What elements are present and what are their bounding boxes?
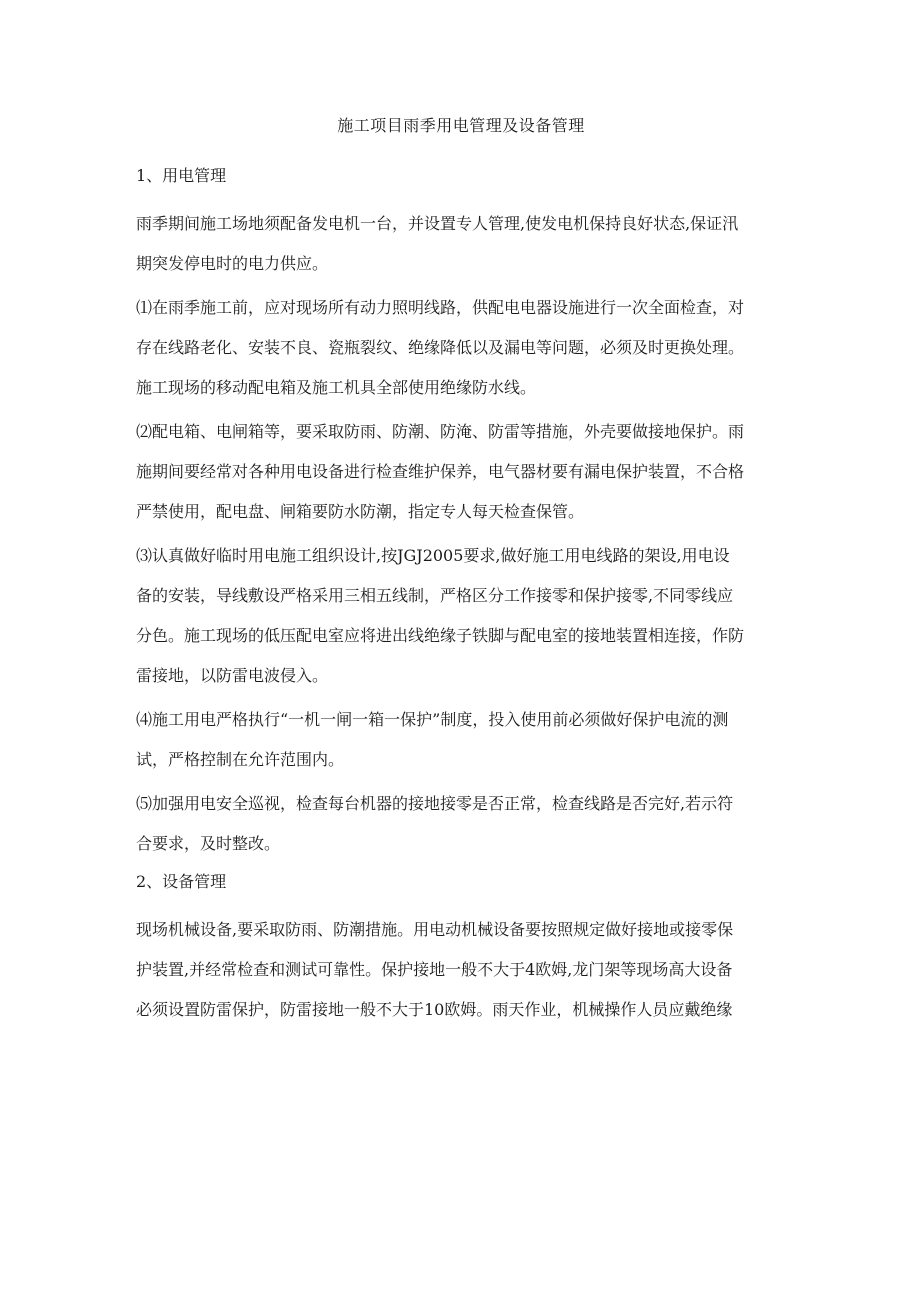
paragraph-line: ⑵配电箱、电闸箱等，要采取防雨、防潮、防淹、防雷等措施，外壳要做接地保护。雨 — [136, 422, 745, 441]
paragraph-line: 雨季期间施工场地须配备发电机一台，并设置专人管理,使发电机保持良好状态,保证汛 — [136, 214, 739, 233]
item-2-paragraph — [136, 412, 786, 532]
paragraph-line: 存在线路老化、安装不良、瓷瓶裂纹、绝缘降低以及漏电等问题，必须及时更换处理。 — [136, 338, 745, 357]
paragraph-line: ⑶认真做好临时用电施工组织设计,按JGJ2005要求,做好施工用电线路的架设,用电设 — [136, 546, 730, 565]
paragraph-line: 严禁使用，配电盘、闸箱要防水防潮，指定专人每天检查保管。 — [136, 502, 585, 521]
section-1-intro-paragraph — [136, 204, 786, 284]
document-title: 施工项目雨季用电管理及设备管理 — [337, 116, 585, 135]
item-5-paragraph — [136, 784, 786, 864]
paragraph-line: 雷接地，以防雷电波侵入。 — [136, 666, 329, 685]
paragraph-line: 施期间要经常对各种用电设备进行检查维护保养，电气器材要有漏电保护装置，不合格 — [136, 462, 745, 481]
paragraph-line: ⑷施工用电严格执行“一机一闸一箱一保护”制度，投入使用前必须做好保护电流的测 — [136, 710, 729, 729]
section-2-heading: 2、设备管理 — [136, 872, 227, 891]
document-page — [136, 112, 786, 1034]
section-1-heading: 1、用电管理 — [136, 166, 227, 185]
section-2-body-paragraph — [136, 910, 786, 1030]
paragraph-line: 现场机械设备,要采取防雨、防潮措施。用电动机械设备要按照规定做好接地或接零保 — [136, 920, 734, 939]
paragraph-line: 期突发停电时的电力供应。 — [136, 254, 329, 273]
item-1-paragraph — [136, 288, 786, 408]
paragraph-line: ⑸加强用电安全巡视，检查每台机器的接地接零是否正常，检查线路是否完好,若示符 — [136, 794, 734, 813]
paragraph-line: 备的安装，导线敷设严格采用三相五线制，严格区分工作接零和保护接零,不同零线应 — [136, 586, 734, 605]
paragraph-line: ⑴在雨季施工前，应对现场所有动力照明线路，供配电电器设施进行一次全面检查，对 — [136, 298, 745, 317]
paragraph-line: 护装置,并经常检查和测试可靠性。保护接地一般不大于4欧姆,龙门架等现场高大设备 — [136, 960, 733, 979]
paragraph-line: 必须设置防雷保护，防雷接地一般不大于10欧姆。雨天作业，机械操作人员应戴绝缘 — [136, 1000, 733, 1019]
paragraph-line: 施工现场的移动配电箱及施工机具全部使用绝缘防水线。 — [136, 378, 537, 397]
paragraph-line: 试，严格控制在允许范围内。 — [136, 750, 345, 769]
paragraph-line: 分色。施工现场的低压配电室应将进出线绝缘子铁脚与配电室的接地装置相连接，作防 — [136, 626, 745, 645]
item-4-paragraph — [136, 700, 786, 780]
paragraph-line: 合要求，及时整改。 — [136, 834, 281, 853]
item-3-paragraph — [136, 536, 786, 696]
